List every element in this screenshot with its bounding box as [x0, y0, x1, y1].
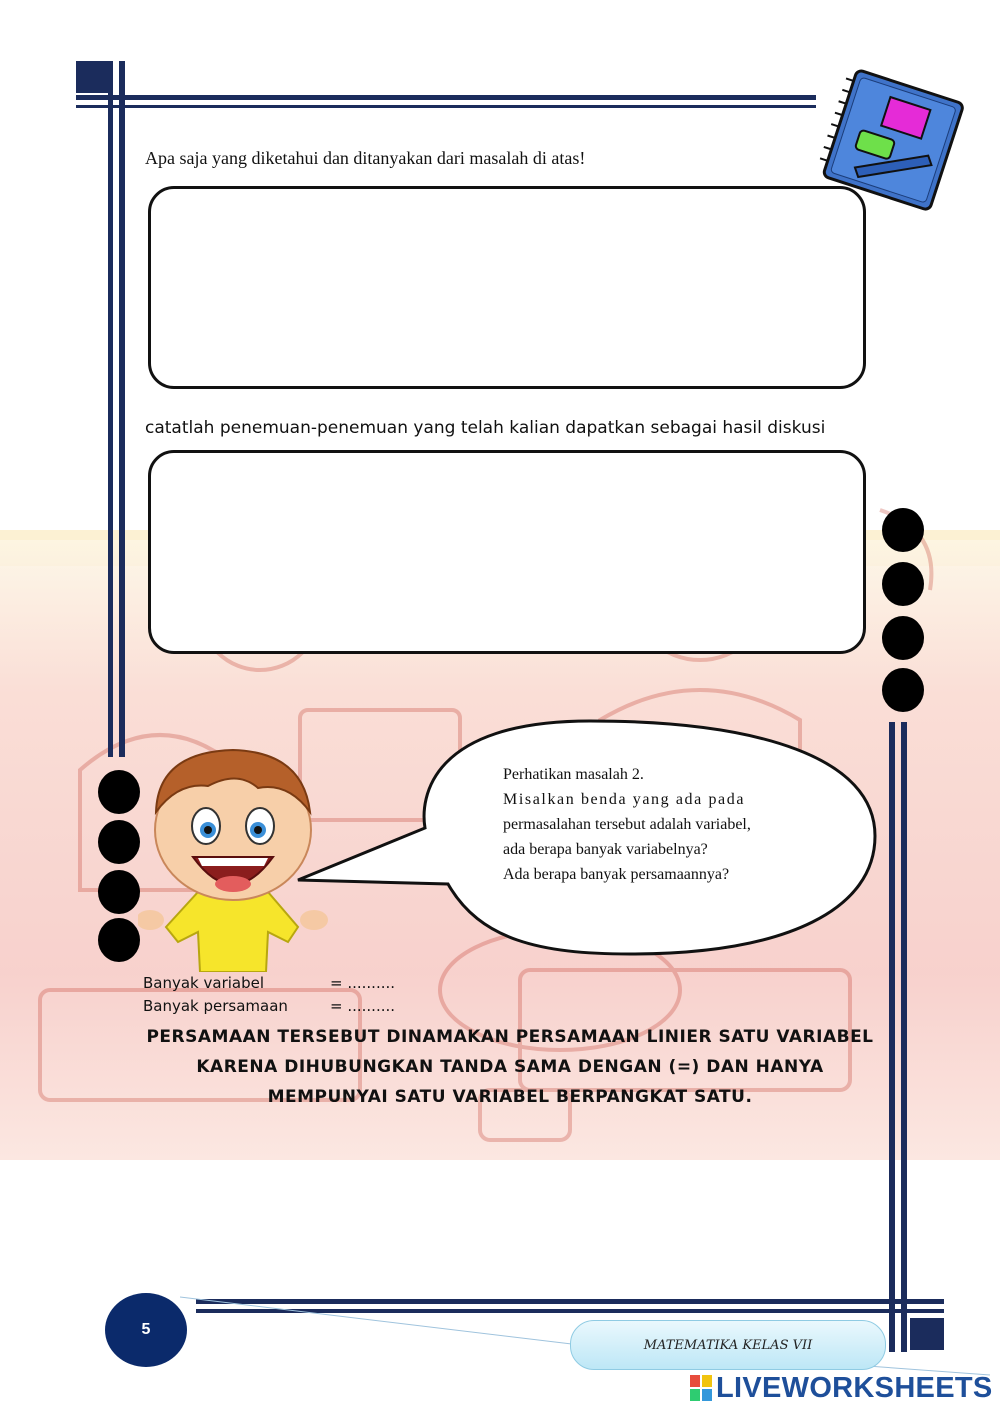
decorative-dot: [882, 616, 924, 660]
conclusion-line: MEMPUNYAI SATU VARIABEL BERPANGKAT SATU.: [267, 1087, 753, 1107]
decorative-dot: [98, 820, 140, 864]
equation-count-row: [143, 997, 395, 1015]
variable-count-row: [143, 974, 395, 992]
frame-left-line-1: [108, 61, 113, 757]
equation-count-label: Banyak persamaan: [143, 997, 288, 1015]
conclusion-line: PERSAMAAN TERSEBUT DINAMAKAN PERSAMAAN LINIER SATU VARIABEL: [146, 1027, 874, 1047]
page-number: 5: [105, 1293, 187, 1367]
frame-top-line-1: [76, 95, 816, 100]
speech-bubble-text: [503, 762, 795, 887]
frame-left-line-2: [119, 61, 125, 757]
frame-right-line-1: [889, 722, 895, 1352]
frame-corner-top-left: [76, 61, 108, 93]
frame-right-line-2: [901, 722, 907, 1352]
liveworksheets-logo-icon: [690, 1375, 712, 1403]
bubble-line: Misalkan benda yang ada pada: [503, 791, 746, 808]
answer-input-discussion[interactable]: [151, 453, 863, 651]
question-prompt: Apa saja yang diketahui dan ditanyakan dari masalah di atas!: [145, 148, 586, 168]
conclusion-line: KARENA DIHUBUNGKAN TANDA SAMA DENGAN (=) DAN HANYA: [196, 1057, 824, 1077]
answer-box-known-asked: [148, 186, 866, 389]
variable-count-value[interactable]: = ..........: [330, 974, 396, 992]
book-title-pill: MATEMATIKA KELAS VII: [570, 1320, 886, 1370]
decorative-dot: [882, 508, 924, 552]
answer-box-discussion: [148, 450, 866, 654]
frame-top-line-2: [76, 105, 816, 108]
bubble-line: Perhatikan masalah 2.: [503, 766, 644, 783]
cartoon-boy-illustration: [138, 742, 328, 972]
conclusion-text: [140, 1022, 880, 1112]
bubble-line: Ada berapa banyak persamaannya?: [503, 866, 730, 883]
bubble-line: permasalahan tersebut adalah variabel,: [503, 816, 751, 833]
bubble-line: ada berapa banyak variabelnya?: [503, 841, 708, 858]
decorative-dot: [98, 870, 140, 914]
discussion-prompt: catatlah penemuan-penemuan yang telah kalian dapatkan sebagai hasil diskusi: [145, 418, 826, 438]
liveworksheets-logo-text: LIVEWORKSHEETS: [716, 1372, 993, 1404]
decorative-dot: [882, 562, 924, 606]
equation-count-value[interactable]: = ..........: [330, 997, 396, 1015]
decorative-dot: [98, 770, 140, 814]
decorative-dot: [98, 918, 140, 962]
liveworksheets-logo[interactable]: [690, 1372, 993, 1405]
variable-count-label: Banyak variabel: [143, 974, 265, 992]
answer-input-known-asked[interactable]: [151, 189, 863, 386]
decorative-dot: [882, 668, 924, 712]
